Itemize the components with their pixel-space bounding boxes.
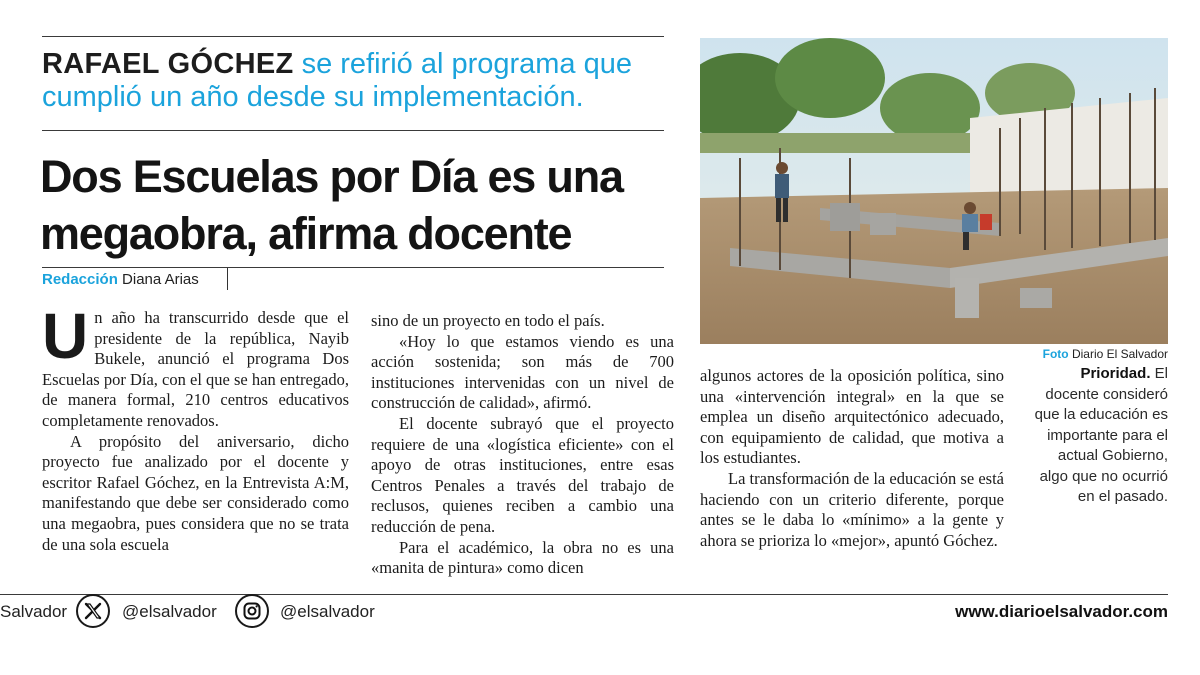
kicker-text: se refirió al programa que cumplió un año desde su implementación. (42, 48, 633, 113)
article-paragraph (42, 300, 349, 432)
headline: Dos Escuelas por Día es una megaobra, afirma docente (40, 151, 623, 259)
kicker-name: RAFAEL GÓCHEZ (42, 48, 294, 80)
footer-site-fragment: Salvador (0, 602, 68, 621)
instagram-glyph (242, 601, 262, 621)
article-paragraph: El docente subrayó que el proyecto requiere de una «logística eficiente» con el apoyo de otras instituciones, entre esas Centros Penales a través del trabajo de reclusos, quienes reciben a cambio una reducción de pena. (371, 413, 674, 536)
x-logo-glyph (83, 601, 103, 621)
article-paragraph: algunos actores de la oposición política, sino una «intervención integral» en la que se emplea un diseño arquitectónico adecuado, con equipamiento de calidad, que motiva a los estudiantes. (700, 366, 1004, 468)
x-logo-icon[interactable] (76, 594, 110, 628)
construction-site-illustration (700, 38, 1168, 344)
byline-divider (227, 268, 228, 290)
dropcap: U (42, 300, 89, 372)
x-handle[interactable]: @elsalvador (122, 602, 217, 621)
article-paragraph: La transformación de la educación se está haciendo con un criterio diferente, porque antes se le daba lo «mínimo» a la gente y ahora se prioriza lo «mejor», apuntó Góchez. (700, 468, 1004, 550)
photo-credit-label: Foto (1042, 347, 1069, 361)
kicker-top-rule (42, 36, 664, 37)
instagram-handle[interactable]: @elsalvador (280, 602, 375, 621)
paragraph-text: n año ha transcurrido desde que el presidente de la república, Nayib Bukele, anunció el programa Dos Escuelas por Día, con el que se han entregado, de manera formal, 210 centros educativos completamente renovados. (42, 308, 349, 430)
article-paragraph: sino de un proyecto en todo el país. (371, 311, 605, 330)
footer (0, 594, 1200, 634)
site-url[interactable]: www.diarioelsalvador.com (955, 602, 1168, 621)
kicker (42, 48, 672, 114)
article-paragraph: A propósito del aniversario, dicho proyecto fue analizado por el docente y escritor Rafael Góchez, en la Entrevista A:M, manifestando que debe ser considerado como una megaobra, pues considera que no se trata de una sola escuela (42, 431, 349, 554)
article-paragraph: «Hoy lo que estamos viendo es una acción sostenida; son más de 700 instituciones intervenidas con un nivel de construcción de calidad», afirmó. (371, 331, 674, 413)
article-column-3 (700, 366, 1004, 551)
byline (42, 270, 199, 290)
caption-lead: Prioridad. (1080, 365, 1151, 382)
article-column-2 (371, 311, 674, 579)
byline-top-rule (42, 267, 664, 268)
construction-photo (700, 38, 1168, 344)
photo-credit-source: Diario El Salvador (1071, 347, 1168, 361)
photo-credit (1043, 347, 1168, 362)
photo-caption (1028, 364, 1168, 508)
byline-role: Redacción (42, 271, 118, 288)
instagram-icon[interactable] (235, 594, 269, 628)
byline-author: Diana Arias (122, 271, 199, 288)
article-column-1 (42, 300, 349, 555)
headline-top-rule (42, 130, 664, 131)
article-paragraph: Para el académico, la obra no es una «manita de pintura» como dicen (371, 537, 674, 578)
caption-text: El docente consideró que la educación es importante para el actual Gobierno, algo que no ocurrió en el pasado. (1034, 365, 1168, 505)
